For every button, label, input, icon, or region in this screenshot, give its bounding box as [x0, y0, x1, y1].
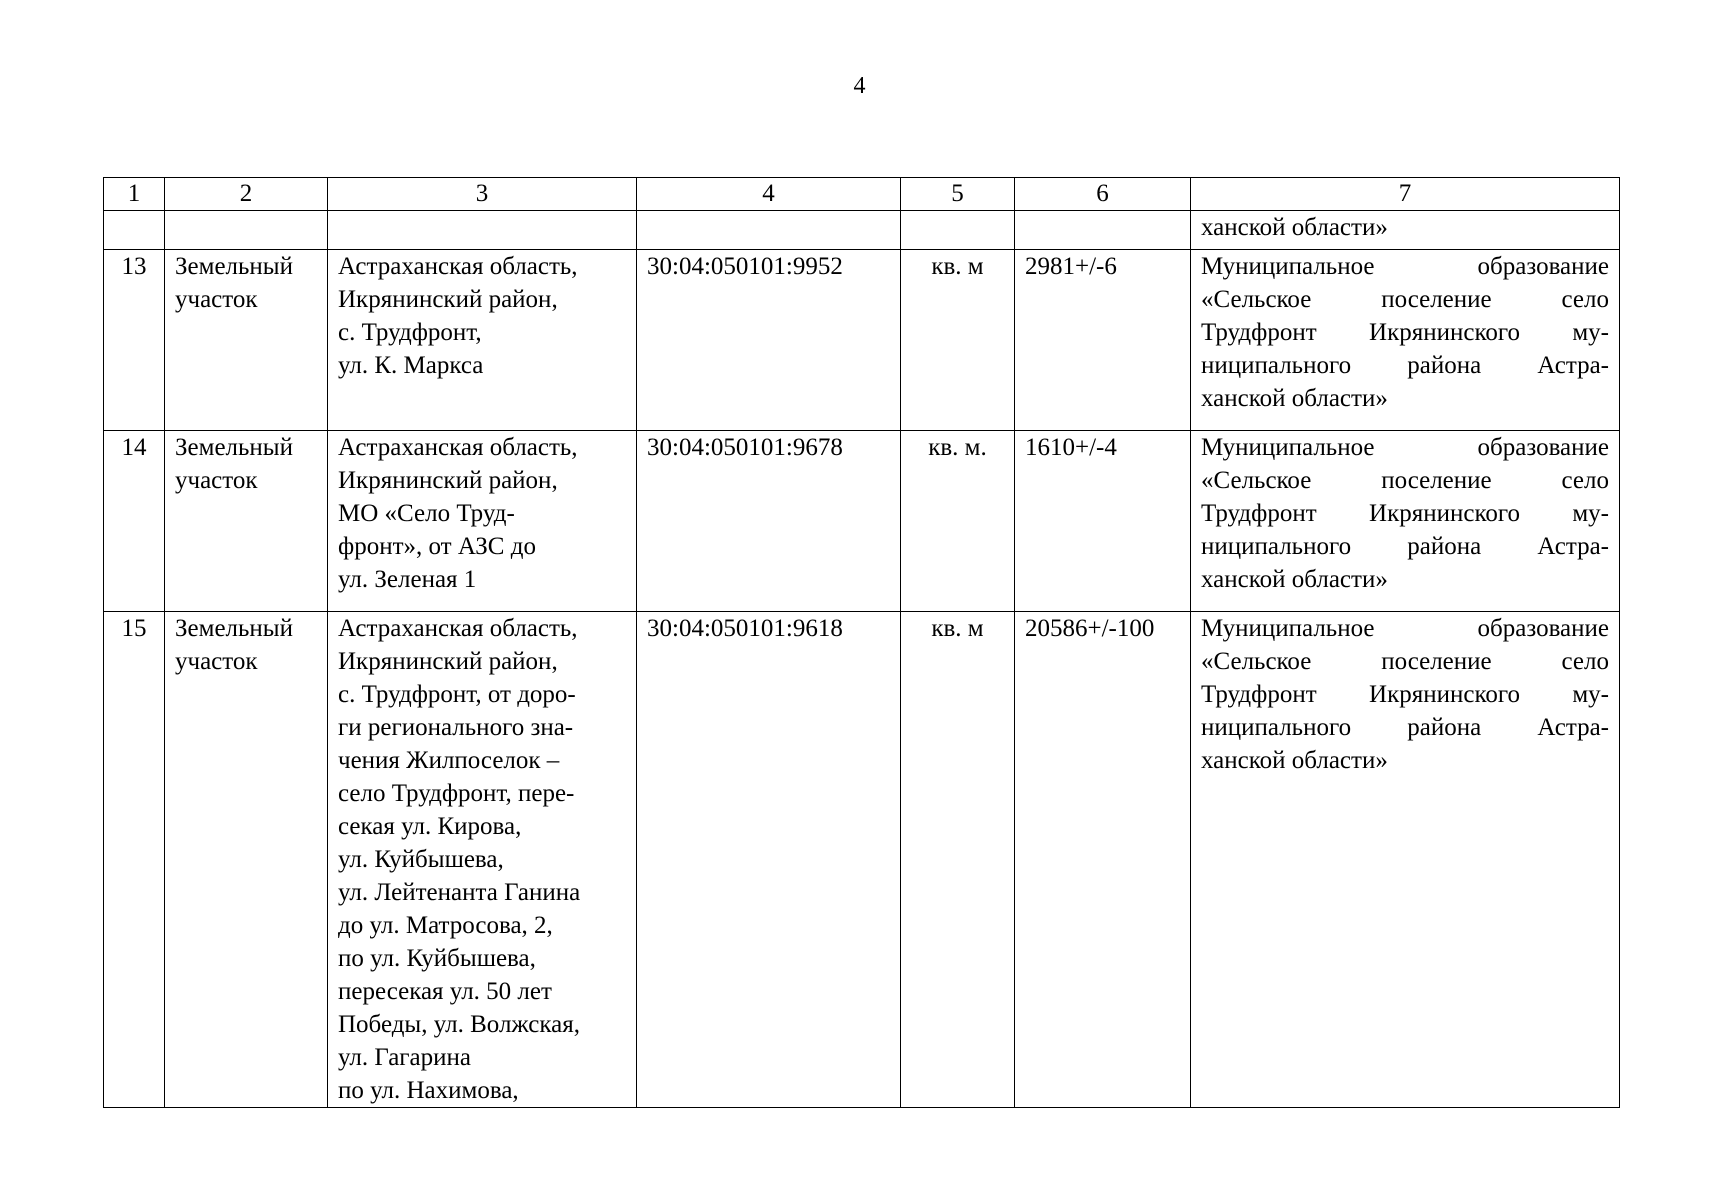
owner-line: ханской области»	[1201, 385, 1388, 412]
address-line: с. Трудфронт, от доро-	[338, 681, 576, 708]
object-type-line: участок	[175, 467, 258, 494]
owner-line: ханской области»	[1201, 747, 1388, 774]
owner-line: «Сельское поселение село	[1201, 467, 1609, 494]
address-line: МО «Село Труд-	[338, 500, 515, 527]
owner-line: Муниципальное образование	[1201, 615, 1609, 642]
owner-line: Трудфронт Икрянинского му-	[1201, 681, 1609, 708]
page-number: 4	[853, 73, 866, 99]
header-cell-1: 1	[104, 178, 165, 211]
cell-address	[328, 250, 637, 431]
address-line: Астраханская область,	[338, 434, 578, 461]
object-type-line: Земельный	[175, 434, 293, 461]
object-type-line: участок	[175, 648, 258, 675]
cell-area: 20586+/-100	[1015, 612, 1191, 1108]
address-line: ул. К. Маркса	[338, 352, 484, 379]
address-line: секая ул. Кирова,	[338, 813, 522, 840]
land-plots-table	[103, 177, 1620, 1108]
table-row	[104, 612, 1620, 1108]
owner-line: Трудфронт Икрянинского му-	[1201, 500, 1609, 527]
address-line: чения Жилпоселок –	[338, 747, 560, 774]
object-type-line: Земельный	[175, 253, 293, 280]
cell-empty	[104, 211, 165, 250]
cell-cadastral-number: 30:04:050101:9618	[637, 612, 901, 1108]
cell-empty	[901, 211, 1015, 250]
cell-empty	[165, 211, 328, 250]
header-cell-4: 4	[637, 178, 901, 211]
header-cell-6: 6	[1015, 178, 1191, 211]
cell-unit: кв. м.	[901, 431, 1015, 612]
cell-owner	[1191, 250, 1620, 431]
address-line: Икрянинский район,	[338, 467, 558, 494]
owner-line: Трудфронт Икрянинского му-	[1201, 319, 1609, 346]
cell-unit: кв. м	[901, 250, 1015, 431]
cell-object-type	[165, 250, 328, 431]
address-line: до ул. Матросова, 2,	[338, 912, 553, 939]
table-row	[104, 431, 1620, 612]
cell-unit: кв. м	[901, 612, 1015, 1108]
address-line: ул. Зеленая 1	[338, 566, 477, 593]
cell-area: 1610+/-4	[1015, 431, 1191, 612]
cell-row-number: 13	[104, 250, 165, 431]
cell-owner-continuation: ханской области»	[1191, 211, 1620, 250]
owner-line: ханской области»	[1201, 566, 1388, 593]
cell-object-type	[165, 431, 328, 612]
cell-row-number: 14	[104, 431, 165, 612]
table-row-continuation	[104, 211, 1620, 250]
table-header-row	[104, 178, 1620, 211]
address-line: пересекая ул. 50 лет	[338, 978, 552, 1005]
header-cell-5: 5	[901, 178, 1015, 211]
address-line: по ул. Куйбышева,	[338, 945, 536, 972]
cell-address	[328, 431, 637, 612]
address-line: ул. Гагарина	[338, 1044, 472, 1071]
address-line: Астраханская область,	[338, 253, 578, 280]
address-line: ул. Лейтенанта Ганина	[338, 879, 581, 906]
address-line: фронт», от АЗС до	[338, 533, 536, 560]
cell-area: 2981+/-6	[1015, 250, 1191, 431]
cell-owner	[1191, 431, 1620, 612]
header-cell-3: 3	[328, 178, 637, 211]
cell-object-type	[165, 612, 328, 1108]
address-line: ги регионального зна-	[338, 714, 574, 741]
object-type-line: участок	[175, 286, 258, 313]
owner-line: «Сельское поселение село	[1201, 648, 1609, 675]
cell-cadastral-number: 30:04:050101:9678	[637, 431, 901, 612]
owner-line: ниципального района Астра-	[1201, 714, 1609, 741]
cell-empty	[1015, 211, 1191, 250]
cell-empty	[328, 211, 637, 250]
address-line: ул. Куйбышева,	[338, 846, 504, 873]
owner-line: ниципального района Астра-	[1201, 533, 1609, 560]
owner-line: Муниципальное образование	[1201, 434, 1609, 461]
header-cell-2: 2	[165, 178, 328, 211]
address-line: по ул. Нахимова,	[338, 1077, 519, 1104]
owner-line: «Сельское поселение село	[1201, 286, 1609, 313]
cell-owner	[1191, 612, 1620, 1108]
cell-address	[328, 612, 637, 1108]
object-type-line: Земельный	[175, 615, 293, 642]
address-line: Победы, ул. Волжская,	[338, 1011, 580, 1038]
address-line: Астраханская область,	[338, 615, 578, 642]
table-row	[104, 250, 1620, 431]
cell-cadastral-number: 30:04:050101:9952	[637, 250, 901, 431]
address-line: с. Трудфронт,	[338, 319, 482, 346]
cell-empty	[637, 211, 901, 250]
header-cell-7: 7	[1191, 178, 1620, 211]
owner-line: Муниципальное образование	[1201, 253, 1609, 280]
cell-row-number: 15	[104, 612, 165, 1108]
address-line: село Трудфронт, пере-	[338, 780, 575, 807]
owner-line: ниципального района Астра-	[1201, 352, 1609, 379]
address-line: Икрянинский район,	[338, 286, 558, 313]
address-line: Икрянинский район,	[338, 648, 558, 675]
